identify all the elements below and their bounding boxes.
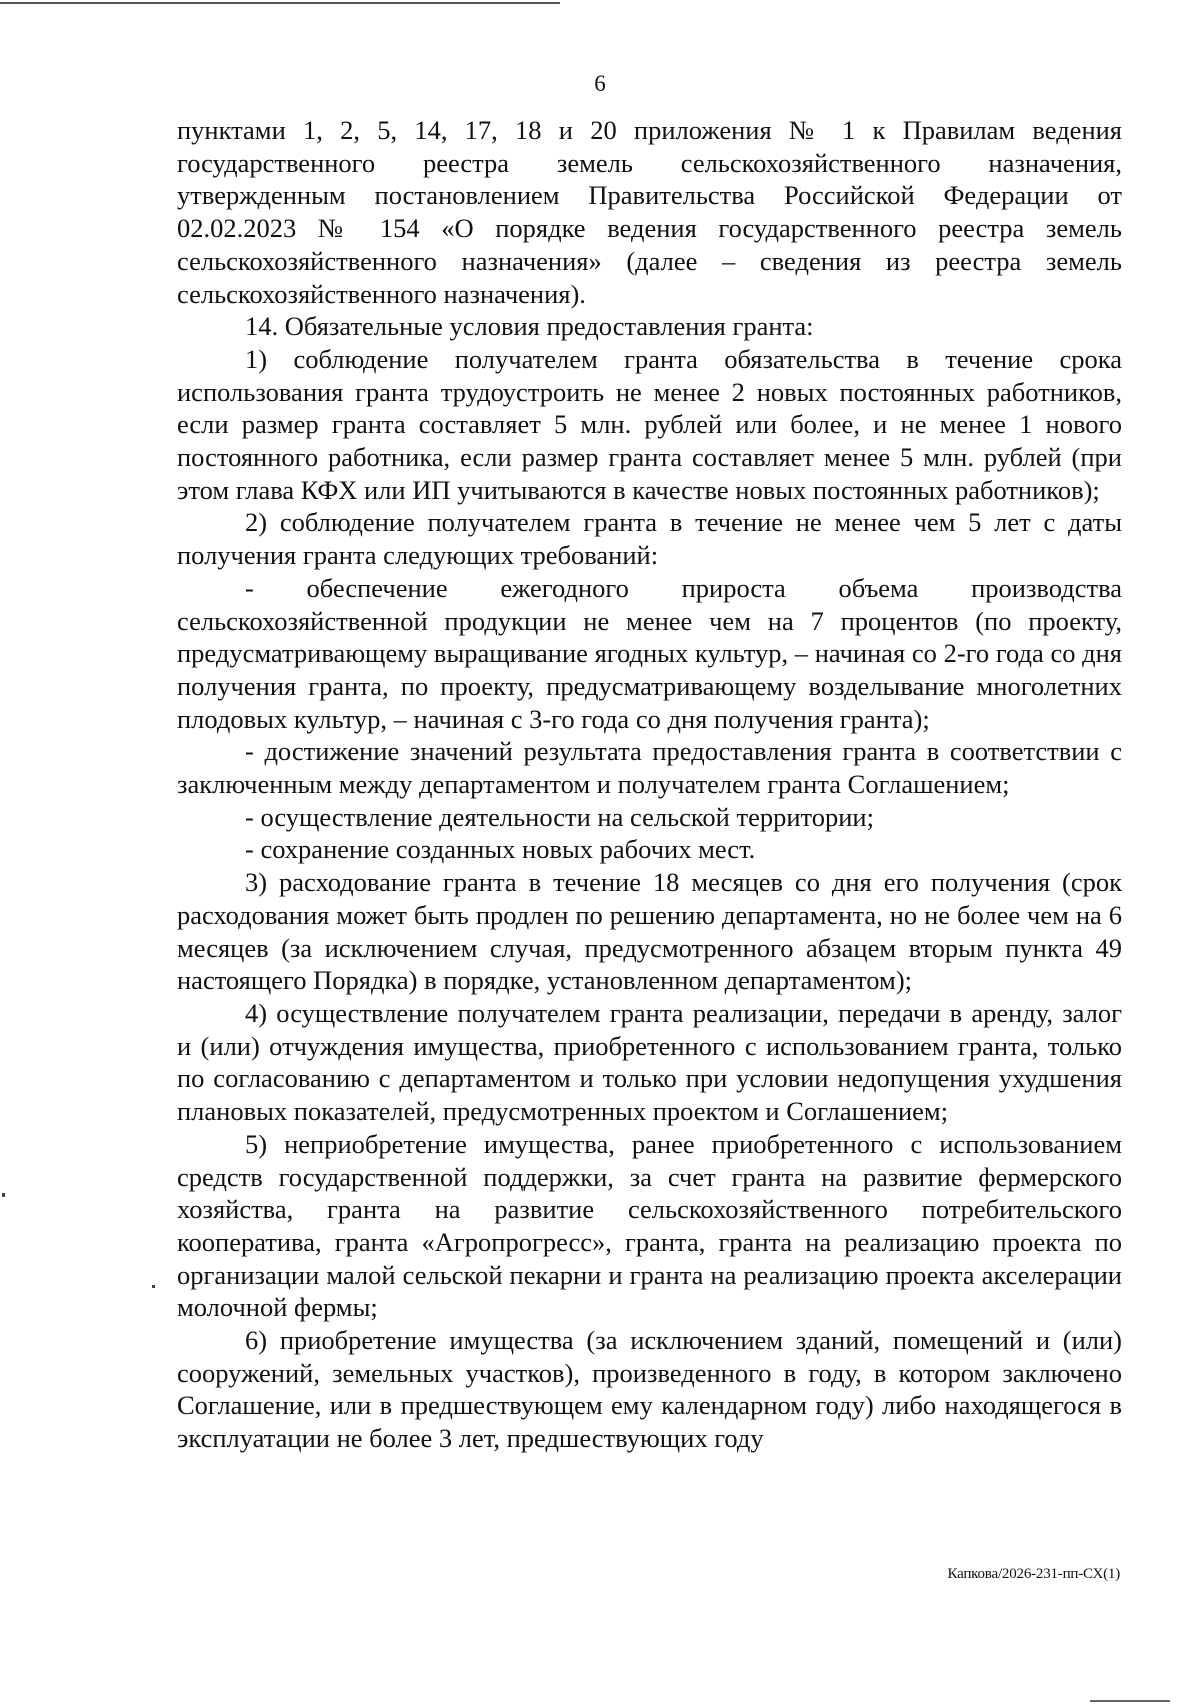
scan-edge-line	[0, 2, 560, 4]
condition-2-item-jobs-retention: - сохранение созданных новых рабочих мест.	[245, 834, 756, 865]
paragraph-continuation: пунктами 1, 2, 5, 14, 17, 18 и 20 приложения № 1 к Правилам ведения государственного реестра земель сельскохозяйственного назначения, утвержденным постановлением Правительства Российской Федерации от 02.02.2023 № 154 «О порядке ведения государственного реестра земель сельскохозяйственного назначения» (далее – сведения из реестра земель сельскохозяйственного назначения).	[177, 115, 1122, 309]
condition-6: 6) приобретение имущества (за исключением зданий, помещений и (или) сооружений, земельных участков), произведенного в году, в котором заключено Соглашение, или в предшествующем ему календарном году) либо находящегося в эксплуатации не более 3 лет, предшествующих году	[177, 1325, 1122, 1454]
scan-margin-mark	[2, 1193, 5, 1197]
condition-1: 1) соблюдение получателем гранта обязательства в течение срока использования гранта трудоустроить не менее 2 новых постоянных работников, если размер гранта составляет 5 млн. рублей или более, и не менее 1 нового постоянного работника, если размер гранта составляет менее 5 млн. рублей (при этом глава КФХ или ИП учитываются в качестве новых постоянных работников);	[177, 343, 1122, 505]
scan-edge-top	[0, 0, 1200, 6]
condition-4: 4) осуществление получателем гранта реализации, передачи в аренду, залог и (или) отчуждения имущества, приобретенного с использованием гранта, только по согласованию с департаментом и только при условии недопущения ухудшения плановых показателей, предусмотренных проектом и Соглашением;	[177, 997, 1122, 1127]
document-footer-code: Капкова/2026-231-пп-СХ(1)	[947, 1566, 1120, 1582]
scan-margin-mark	[152, 1285, 155, 1288]
condition-2-item-result-values: - достижение значений результата предоставления гранта в соответствии с заключенным между департаментом и получателем гранта Соглашением;	[177, 736, 1122, 800]
condition-2-item-production-growth: - обеспечение ежегодного прироста объема производства сельскохозяйственной продукции не менее чем на 7 процентов (по проекту, предусматривающему выращивание ягодных культур, – начиная со 2-го года со дня получения гранта, по проекту, предусматривающему возделывание многолетних плодовых культур, – начиная с 3-го года со дня получения гранта);	[177, 572, 1122, 734]
condition-5: 5) неприобретение имущества, ранее приобретенного с использованием средств государственной поддержки, за счет гранта на развитие фермерского хозяйства, гранта на развитие сельскохозяйственного потребительского кооператива, гранта «Агропрогресс», гранта, гранта на реализацию проекта по организации малой сельской пекарни и гранта на реализацию проекта акселерации молочной фермы;	[177, 1128, 1122, 1323]
condition-2: 2) соблюдение получателем гранта в течение не менее чем 5 лет с даты получения гранта следующих требований:	[177, 507, 1122, 571]
page-number: 6	[594, 71, 606, 96]
clause-14-heading: 14. Обязательные условия предоставления гранта:	[245, 311, 814, 342]
scan-bottom-mark	[1090, 1700, 1170, 1702]
document-body	[177, 114, 1122, 1455]
condition-3: 3) расходование гранта в течение 18 месяцев со дня его получения (срок расходования может быть продлен по решению департамента, но не более чем на 6 месяцев (за исключением случая, предусмотренного абзацем вторым пункта 49 настоящего Порядка) в порядке, установленном департаментом);	[177, 867, 1122, 996]
condition-2-item-rural-activity: - осуществление деятельности на сельской территории;	[245, 801, 874, 832]
